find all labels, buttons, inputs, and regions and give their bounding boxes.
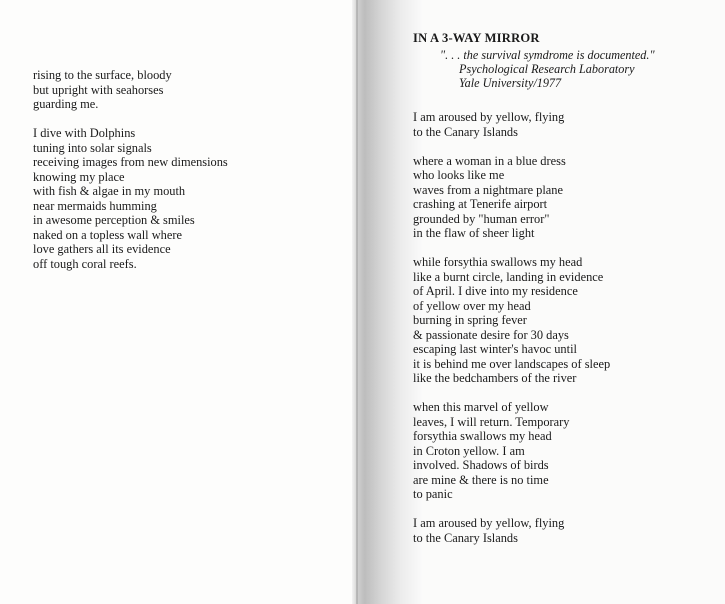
epigraph-source-date: Yale University/1977: [459, 76, 562, 90]
right-stanza-1: [413, 110, 610, 139]
poem-line: of April. I dive into my residence: [413, 284, 578, 298]
poem-line: to the Canary Islands: [413, 530, 518, 545]
poem-line: rising to the surface, bloody: [33, 68, 172, 82]
poem-line: it is behind me over landscapes of sleep: [413, 356, 611, 371]
book-gutter-shadow: [352, 0, 422, 604]
poem-title: IN A 3-WAY MIRROR: [413, 31, 540, 45]
poem-line: to panic: [413, 487, 453, 501]
poem-line: while forsythia swallows my head: [413, 255, 583, 269]
poem-line: knowing my place: [33, 169, 125, 184]
poem-line: with fish & algae in my mouth: [33, 184, 186, 198]
epigraph-quote: ". . . the survival symdrome is documented.": [440, 48, 655, 62]
poem-line: waves from a nightmare plane: [413, 182, 564, 197]
poem-line: leaves, I will return. Temporary: [413, 414, 570, 429]
poem-line: tuning into solar signals: [33, 140, 152, 155]
epigraph-source: Psychological Research Laboratory: [459, 62, 635, 76]
poem-line: love gathers all its evidence: [33, 242, 171, 256]
left-page-poem: [33, 68, 228, 286]
poem-line: I dive with Dolphins: [33, 126, 136, 140]
right-stanza-4: [413, 400, 610, 502]
poem-line: in the flaw of sheer light: [413, 226, 535, 240]
poem-line: but upright with seahorses: [33, 82, 164, 97]
poem-line: when this marvel of yellow: [413, 400, 549, 414]
poem-line: burning in spring fever: [413, 313, 527, 327]
poem-line: in awesome perception & smiles: [33, 213, 195, 227]
left-stanza-1: [33, 68, 228, 112]
poem-line: forsythia swallows my head: [413, 429, 552, 443]
poem-line: who looks like me: [413, 168, 505, 182]
poem-line: near mermaids humming: [33, 198, 157, 213]
right-stanza-2: [413, 154, 610, 241]
poem-line: receiving images from new dimensions: [33, 155, 228, 169]
right-page-poem: [413, 110, 610, 560]
poem-line: guarding me.: [33, 97, 99, 111]
poem-line: & passionate desire for 30 days: [413, 327, 569, 342]
page-fold-edge: [356, 0, 358, 604]
poem-line: of yellow over my head: [413, 298, 531, 313]
poem-line: I am aroused by yellow, flying: [413, 110, 565, 124]
poem-line: to the Canary Islands: [413, 124, 518, 139]
poem-line: escaping last winter's havoc until: [413, 342, 577, 356]
poem-line: like the bedchambers of the river: [413, 371, 577, 385]
right-stanza-5: [413, 516, 610, 545]
poem-line: in Croton yellow. I am: [413, 443, 525, 458]
poem-epigraph: [440, 48, 655, 90]
poem-line: involved. Shadows of birds: [413, 458, 549, 472]
poem-line: grounded by "human error": [413, 211, 550, 226]
left-stanza-2: [33, 126, 228, 271]
right-stanza-3: [413, 255, 610, 386]
poem-line: crashing at Tenerife airport: [413, 197, 548, 211]
poem-line: like a burnt circle, landing in evidence: [413, 269, 604, 284]
poem-line: I am aroused by yellow, flying: [413, 516, 565, 530]
poem-line: are mine & there is no time: [413, 472, 549, 487]
poem-line: naked on a topless wall where: [33, 227, 182, 242]
poem-line: where a woman in a blue dress: [413, 153, 566, 168]
poem-line: off tough coral reefs.: [33, 256, 137, 271]
